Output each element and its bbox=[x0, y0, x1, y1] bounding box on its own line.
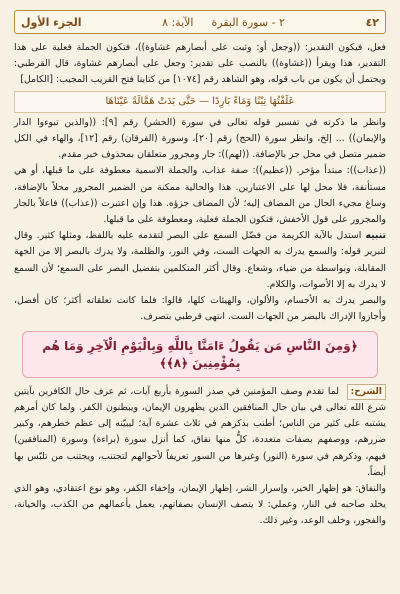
paragraph-5: والبصر يدرك به الأجسام، والألوان، والهيئات كلها، قالوا: فلما كانت تعلقاته أكثر؛ كان أفضل، وأجازوا الإدراك بالبصر من الجهات الست. انتهى قرطبي بتصرف. bbox=[14, 295, 386, 323]
tanbih-label: تنبيه bbox=[365, 230, 386, 242]
paragraph-2: وانظر ما ذكرته في تفسير قوله تعالى في سورة (الحشر) رقم [٩]: ((والذين تبوءوا الدار والإيمان)) ... إلخ، وانظر سورة (الحج) رقم [٢٠]، وسورة (الفرقان) رقم [١٢]، والهاء في الكل ضمير متصل في محل جر بالإضافة. ((لهم)): جار ومجرور متعلقان بمحذوف خبر مقدم. bbox=[14, 116, 387, 161]
page-body bbox=[14, 40, 386, 530]
tanbih-paragraph bbox=[14, 228, 386, 293]
header-center bbox=[162, 16, 285, 29]
ayah-number: الآية: ٨ bbox=[162, 15, 194, 29]
sharh-paragraph bbox=[14, 384, 386, 481]
paragraph-3: ((عذاب)): مبتدأ مؤخر. ((عظيم)): صفة عذاب، والجملة الاسمية معطوفة على ما قبلها، أو هي مستأنفة، فلا محل لها على الاعتبارين. هذا والحالية ممكنة من الضمير المجرور محلاً بالإضافة، وساغ مجيء الحال من المضاف إليه؛ لأن المضاف جزؤه. هذا وإن اعتبرت ((عذاب)) فاعلاً بالجار والمجرور على قول الأخفش، فتكون الجملة فعلية، ومعطوفة على ما قبلها. bbox=[14, 165, 386, 226]
paragraph-1: فعل، فيكون التقدير: ((وجعل أو: وثبت على أبصارهم غشاوة))، فتكون الجملة فعلية على هذا التقدير، هذا ويقرأ ((غشاوة)) بالنصب على تقدير: وجعل على أبصارهم غشاوة، قال القرطبي: ويحتمل أن يكون من باب قوله، وهو الشاهد رقم [١٠٧٤] من كتابنا فتح القريب المجيب: [الكامل] bbox=[14, 42, 386, 86]
sharh-text: لما تقدم وصف المؤمنين في صدر السورة بأربع آيات، ثم عرف حال الكافرين بآيتين شرع الله تعالى في بيان حال المنافقين الذين يظهرون الإيمان، ويبطنون الكفر. ولما كان أمرهم يشتبه على كثير من الناس؛ أطنب بذكرهم في ثلاث عشرة آية؛ ليبيّنه إلى عظم خطرهم، وكبير ضررهم، ووصفهم بصفات متعددة، كلُّ منها نفاق، كما أنزل سورة (براءة) وسورة (المنافقين) فيهم، وذكرهم في سورة (النور) وغيرها من السور تعريفاً لأحوالهم لتجتنب، ويجتنب من تلبّس بها أيضاً. bbox=[14, 385, 386, 478]
surah-name: ٢ - سورة البقرة bbox=[211, 15, 285, 29]
tanbih-text: استدل بالآية الكريمة من فضّل السمع على البصر لتقدمه عليه باللفظ، ومثلها كثير. وقال لتبرير قوله: والسمع يدرك به الجهات الست، وفي النور، والظلمة، ولا يدرك بالبصر إلا من الجهة المقابلة، وبواسطة من ضياء، وشعاع. وقال أكثر المتكلمين بتفضيل البصر على السمع؛ لأن السمع لا يدرك به إلا الأصوات، والكلام. bbox=[14, 230, 386, 290]
sharh-label: الشرح: bbox=[347, 384, 386, 400]
page-header bbox=[14, 10, 386, 34]
page-number: ٤٢ bbox=[365, 15, 379, 29]
ayah-box: ﴿وَمِنَ النَّاسِ مَن يَقُولُ ءَامَنَّا بِاللَّهِ وَبِالْيَوْمِ الْآخِرِ وَمَا هُم بِمُؤْمِنِينَ ﴿٨﴾﴾ bbox=[22, 331, 378, 377]
part-label: الجزء الأول bbox=[21, 15, 82, 29]
page bbox=[14, 10, 386, 584]
paragraph-7: والنفاق: هو إظهار الخير، وإسرار الشر، إظهار الإيمان، وإخفاء الكفر، وهو نوع اعتقادي، وهو الذي يخلد صاحبه في النار، وعملي: لا يتصف الإنسان بصفاتهم، يعمل بأعمالهم من الكذب، والخيانة، والفجور، وخلف الوعد، وغير ذلك. bbox=[14, 483, 386, 527]
poetry-verse: عَلَفْتُهَا تِبْنًا وَمَاءً بَارِدًا — حَتَّى بَدَتْ هَمَّالَةً عَيْنَاهَا bbox=[14, 91, 386, 113]
